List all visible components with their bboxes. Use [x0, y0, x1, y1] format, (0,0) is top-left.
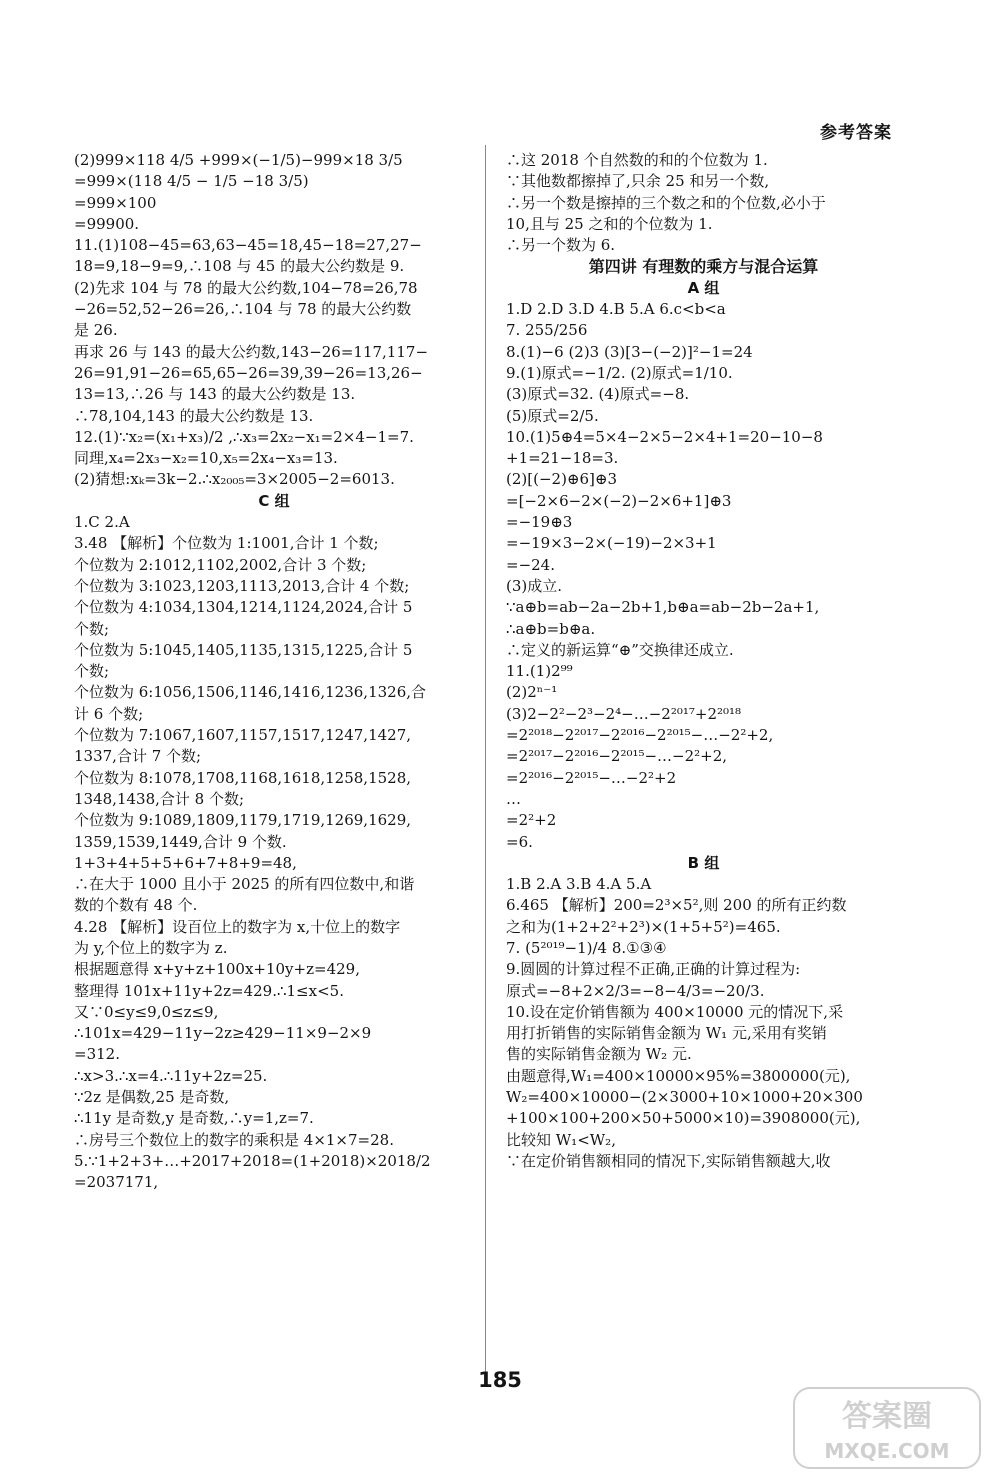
text-line: ∵在定价销售额相同的情况下,实际销售额越大,收 — [506, 1151, 831, 1170]
group-heading: A 组 — [687, 278, 720, 297]
text-line: 同理,x₄=2x₃−x₂=10,x₅=2x₄−x₃=13. — [74, 449, 338, 468]
text-line: =2²+2 — [506, 811, 557, 830]
text-line: =−19×3−2×(−19)−2×3+1 — [506, 534, 717, 553]
text-line: 数的个数有 48 个. — [74, 896, 198, 915]
text-line: ∴另一个数为 6. — [506, 236, 616, 255]
text-line: 11.(1)2⁹⁹ — [506, 662, 573, 681]
text-line: 1337,合计 7 个数; — [74, 747, 202, 766]
page-number: 185 — [478, 1368, 522, 1392]
group-heading: C 组 — [258, 491, 290, 510]
text-line: ∴a⊕b=b⊕a. — [506, 619, 596, 638]
text-line: (2)2ⁿ⁻¹ — [506, 683, 558, 702]
text-line: ∵2z 是偶数,25 是奇数, — [74, 1088, 230, 1107]
text-line: (5)原式=2/5. — [506, 406, 599, 425]
text-line: 12.(1)∵x₂=(x₁+x₃)/2 ,∴x₃=2x₂−x₁=2×4−1=7. — [74, 427, 414, 446]
text-line: (2)先求 104 与 78 的最大公约数,104−78=26,78 — [74, 278, 418, 297]
watermark-logo — [792, 1386, 982, 1470]
text-line: ∴另一个数是擦掉的三个数之和的个位数,必小于 — [506, 193, 826, 212]
text-line: (3)2−2²−2³−2⁴−…−2²⁰¹⁷+2²⁰¹⁸ — [506, 704, 742, 723]
text-line: 9.(1)原式=−1/2. (2)原式=1/10. — [506, 363, 733, 382]
text-line: (2)[(−2)⊕6]⊕3 — [506, 470, 617, 489]
text-line: 9.圆圆的计算过程不正确,正确的计算过程为: — [506, 960, 801, 979]
text-line: 个数; — [74, 662, 110, 681]
text-line: 11.(1)108−45=63,63−45=18,45−18=27,27− — [74, 236, 422, 255]
text-line: ∴78,104,143 的最大公约数是 13. — [74, 406, 314, 425]
section-heading: 第四讲 有理数的乘方与混合运算 — [588, 257, 819, 277]
text-line: (3)原式=32. (4)原式=−8. — [506, 385, 690, 404]
text-line: =2²⁰¹⁶−2²⁰¹⁵−…−2²+2 — [506, 768, 677, 787]
text-line: ∵a⊕b=ab−2a−2b+1,b⊕a=ab−2b−2a+1, — [506, 598, 820, 617]
text-line: 个位数为 8:1078,1708,1168,1618,1258,1528, — [74, 768, 412, 787]
text-line: 为 y,个位上的数字为 z. — [74, 938, 228, 957]
text-line: 10,且与 25 之和的个位数为 1. — [506, 214, 713, 233]
text-line: 4.28 【解析】设百位上的数字为 x,十位上的数字 — [74, 917, 401, 936]
text-line: =99900. — [74, 214, 140, 233]
column-divider — [485, 145, 486, 1375]
watermark-line2: MXQE.COM — [824, 1439, 950, 1463]
text-line: (2)猜想:xₖ=3k−2.∴x₂₀₀₅=3×2005−2=6013. — [74, 470, 395, 489]
text-line: 1.B 2.A 3.B 4.A 5.A — [506, 875, 652, 894]
text-line: 比较知 W₁<W₂, — [506, 1130, 616, 1149]
text-line: 用打折销售的实际销售金额为 W₁ 元,采用有奖销 — [506, 1024, 827, 1043]
text-line: =999×(118 4/5 − 1/5 −18 3/5) — [74, 172, 309, 191]
text-line: ∴房号三个数位上的数字的乘积是 4×1×7=28. — [74, 1130, 394, 1149]
text-line: 13=13,∴26 与 143 的最大公约数是 13. — [74, 385, 356, 404]
text-line: 个位数为 3:1023,1203,1113,2013,合计 4 个数; — [74, 576, 410, 595]
text-line: 7. (5²⁰¹⁹−1)/4 8.①③④ — [506, 938, 667, 957]
text-line: ∴这 2018 个自然数的和的个位数为 1. — [506, 151, 768, 169]
text-line: 个位数为 4:1034,1304,1214,1124,2024,合计 5 — [74, 598, 413, 617]
text-line: 售的实际销售金额为 W₂ 元. — [506, 1045, 692, 1064]
text-line: 10.设在定价销售额为 400×10000 元的情况下,采 — [506, 1002, 844, 1021]
text-line: 10.(1)5⊕4=5×4−2×5−2×4+1=20−10−8 — [506, 427, 823, 446]
text-line: 7. 255/256 — [506, 321, 588, 340]
text-line: =2²⁰¹⁷−2²⁰¹⁶−2²⁰¹⁵−…−2²+2, — [506, 747, 728, 766]
text-line: 5.∵1+2+3+…+2017+2018=(1+2018)×2018/2 — [74, 1151, 431, 1170]
text-line: =−19⊕3 — [506, 513, 573, 532]
text-line: =2²⁰¹⁸−2²⁰¹⁷−2²⁰¹⁶−2²⁰¹⁵−…−2²+2, — [506, 726, 774, 745]
text-line: −26=52,52−26=26,∴104 与 78 的最大公约数 — [74, 300, 412, 319]
text-line: 1.C 2.A — [74, 513, 130, 532]
text-line: 3.48 【解析】个位数为 1:1001,合计 1 个数; — [74, 534, 379, 553]
text-line: ∴定义的新运算“⊕”交换律还成立. — [506, 640, 734, 659]
group-heading: B 组 — [687, 853, 720, 872]
text-line: =312. — [74, 1045, 120, 1064]
text-line: +1=21−18=3. — [506, 449, 619, 468]
watermark-line1: 答案圈 — [842, 1399, 932, 1434]
text-line: =[−2×6−2×(−2)−2×6+1]⊕3 — [506, 491, 732, 510]
text-line: =999×100 — [74, 193, 157, 212]
text-line: 1.D 2.D 3.D 4.B 5.A 6.c<b<a — [506, 300, 726, 319]
text-line: 原式=−8+2×2/3=−8−4/3=−20/3. — [506, 981, 765, 1000]
text-line: ∵其他数都擦掉了,只余 25 和另一个数, — [506, 172, 770, 191]
text-line: =−24. — [506, 555, 555, 574]
page-header-title: 参考答案 — [820, 123, 892, 143]
text-line: 个位数为 5:1045,1405,1135,1315,1225,合计 5 — [74, 640, 413, 659]
text-line: 计 6 个数; — [74, 704, 144, 723]
text-line: 个位数为 9:1089,1809,1179,1719,1269,1629, — [74, 811, 412, 830]
text-line: =6. — [506, 832, 533, 851]
text-line: W₂=400×10000−(2×3000+10×1000+20×300 — [506, 1088, 863, 1107]
text-line: 由题意得,W₁=400×10000×95%=3800000(元), — [506, 1066, 851, 1085]
text-line: 8.(1)−6 (2)3 (3)[3−(−2)]²−1=24 — [506, 342, 753, 361]
text-line: 1359,1539,1449,合计 9 个数. — [74, 832, 287, 851]
text-line: … — [506, 789, 521, 808]
left-column — [74, 150, 474, 1194]
text-line: 1348,1438,合计 8 个数; — [74, 789, 245, 808]
text-line: ∴在大于 1000 且小于 2025 的所有四位数中,和谐 — [74, 875, 415, 894]
text-line: 个位数为 2:1012,1102,2002,合计 3 个数; — [74, 555, 367, 574]
text-line: ∴101x=429−11y−2z≥429−11×9−2×9 — [74, 1024, 372, 1043]
text-line: 1+3+4+5+5+6+7+8+9=48, — [74, 853, 297, 872]
text-line: 个位数为 6:1056,1506,1146,1416,1236,1326,合 — [74, 683, 427, 702]
text-line: 个数; — [74, 619, 110, 638]
text-line: 整理得 101x+11y+2z=429.∴1≤x<5. — [74, 981, 344, 1000]
text-line: 根据题意得 x+y+z+100x+10y+z=429, — [74, 960, 360, 979]
text-line: 6.465 【解析】200=2³×5²,则 200 的所有正约数 — [506, 896, 847, 915]
text-line: 26=91,91−26=65,65−26=39,39−26=13,26− — [74, 363, 423, 382]
text-line: (2)999×118 4/5 +999×(−1/5)−999×18 3/5 — [74, 151, 403, 169]
text-line: 之和为(1+2+2²+2³)×(1+5+5²)=465. — [506, 917, 781, 936]
text-line: 个位数为 7:1067,1607,1157,1517,1247,1427, — [74, 726, 412, 745]
text-line: 18=9,18−9=9,∴108 与 45 的最大公约数是 9. — [74, 257, 405, 276]
text-line: 再求 26 与 143 的最大公约数,143−26=117,117− — [74, 342, 429, 361]
text-line: (3)成立. — [506, 576, 563, 595]
text-line: ∴11y 是奇数,y 是奇数,∴y=1,z=7. — [74, 1109, 314, 1128]
text-line: ∴x>3.∴x=4.∴11y+2z=25. — [74, 1066, 268, 1085]
text-line: +100×100+200×50+5000×10)=3908000(元), — [506, 1109, 861, 1128]
right-column — [506, 150, 901, 1172]
text-line: 又∵0≤y≤9,0≤z≤9, — [74, 1002, 219, 1021]
text-line: 是 26. — [74, 321, 118, 340]
text-line: =2037171, — [74, 1173, 159, 1192]
